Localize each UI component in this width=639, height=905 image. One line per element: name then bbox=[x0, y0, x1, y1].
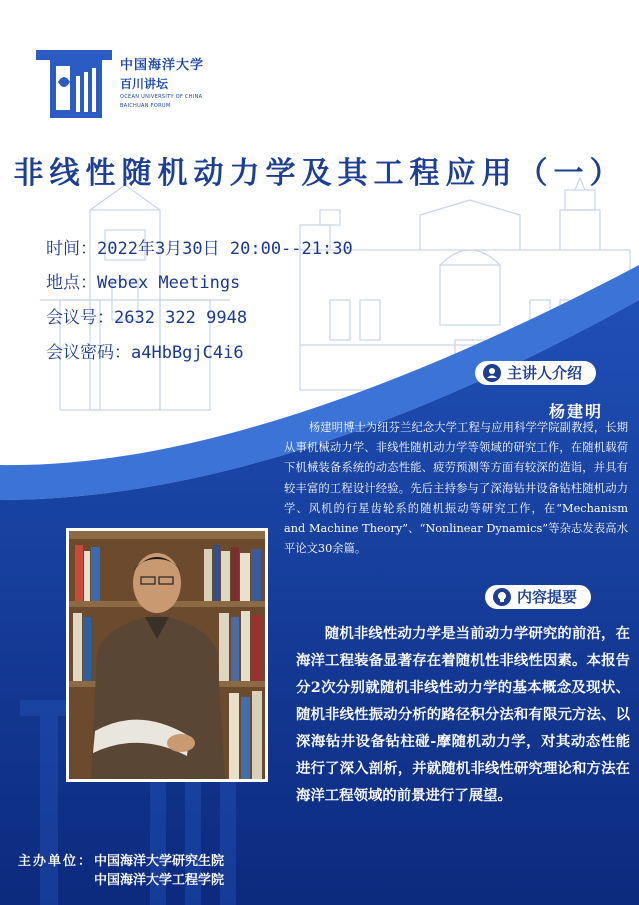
info-place: 地点：Webex Meetings bbox=[46, 273, 241, 293]
logo-forum-name: 百川讲坛 bbox=[120, 77, 169, 91]
speaker-bio: 杨建明博士为纽芬兰纪念大学工程与应用科学学院副教授，长期从事机械动力学、非线性随机动力学等领域的研究工作，在随机载荷下机械装备系统的动态性能、疲劳预测等方面有较深的造诣，并具有较丰富的工程设计经验。先后主持参与了深海钻井设备钻柱随机动力学、风机的行星齿轮系的随机振动等研究工作，在“Mechanism and Machine Theory”、“Nonlinear Dynamics”等杂志发表高水平论文30余篇。 bbox=[284, 421, 628, 556]
info-password: 会议密码：a4HbBgjC4i6 bbox=[46, 343, 244, 363]
organizer-row-2 bbox=[18, 871, 224, 890]
lightbulb-icon bbox=[493, 588, 511, 606]
speaker-intro-heading: 主讲人介绍 bbox=[507, 364, 583, 382]
summary-heading: 内容提要 bbox=[517, 588, 578, 606]
organizer-1: 中国海洋大学研究生院 bbox=[94, 854, 225, 869]
speaker-name: 杨建明 bbox=[549, 402, 604, 421]
organizer-row-1 bbox=[18, 852, 224, 871]
organizer-2: 中国海洋大学工程学院 bbox=[94, 873, 225, 888]
organizer-block bbox=[18, 852, 224, 890]
summary-text: 随机非线性动力学是当前动力学研究的前沿，在海洋工程装备显著存在着随机性非线性因素。本报告分2次分别就随机非线性动力学的基本概念及现状、随机非线性振动分析的路径积分法和有限元方法、以深海钻井设备钻柱碰-摩随机动力学，对其动态性能进行了深入剖析，并就随机非线性研究理论和方法在海洋工程领域的前景进行了展望。 bbox=[296, 625, 630, 804]
logo-university-name: 中国海洋大学 bbox=[120, 58, 205, 73]
logo-university-en: OCEAN UNIVERSITY OF CHINA bbox=[120, 94, 203, 100]
speaker-intro-tag bbox=[475, 361, 596, 385]
person-icon bbox=[483, 364, 501, 382]
logo-forum-en: BAICHUAN FORUM bbox=[120, 103, 171, 109]
info-meeting-id: 会议号：2632 322 9948 bbox=[46, 308, 248, 328]
summary-tag bbox=[485, 585, 591, 609]
lecture-title: 非线性随机动力学及其工程应用（一） bbox=[13, 156, 626, 191]
organizer-label: 主办单位： bbox=[18, 854, 94, 869]
speaker-photo bbox=[66, 528, 268, 782]
info-time: 时间：2022年3月30日 20:00--21:30 bbox=[46, 239, 353, 259]
